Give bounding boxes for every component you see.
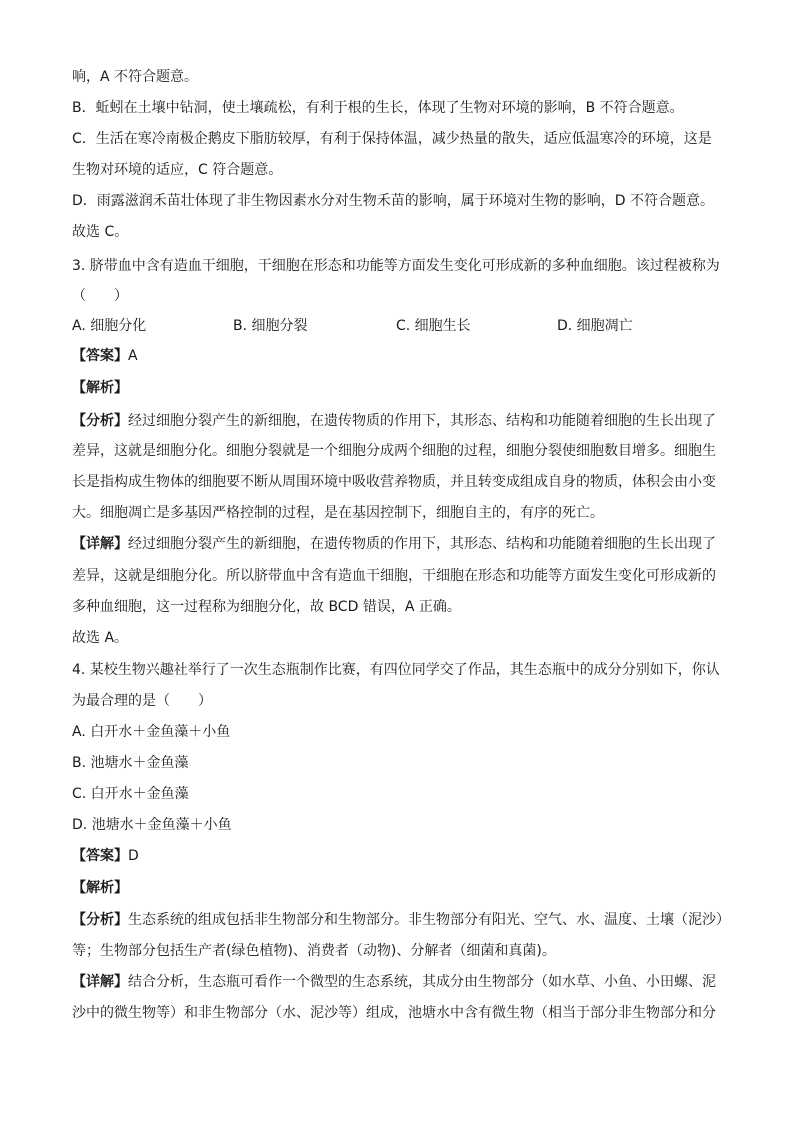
analysis-tag: 【解析】 [72, 380, 128, 396]
text-line: B．蚯蚓在土壤中钻洞，使土壤疏松，有利于根的生长，体现了生物对环境的影响，B 不符合题意。 [72, 100, 684, 116]
text-line: 差异，这就是细胞分化。细胞分裂就是一个细胞分成两个细胞的过程，细胞分裂使细胞数目增多。细胞生 [72, 443, 716, 459]
text-line: 沙中的微生物等）和非生物部分（水、泥沙等）组成，池塘水中含有微生物（相当于部分非生物部分和分 [72, 1005, 716, 1021]
option-a: A. 细胞分化 [72, 318, 147, 334]
detail-tag: 【详解】 [72, 974, 128, 990]
analysis-text: 经过细胞分裂产生的新细胞，在遗传物质的作用下，其形态、结构和功能随着细胞的生长出现了 [128, 413, 716, 429]
text-line: D．雨露滋润禾苗壮体现了非生物因素水分对生物禾苗的影响，属于环境对生物的影响，D 不符合题意。 [72, 193, 715, 209]
text-line: 长是指构成生物体的细胞要不断从周围环境中吸收营养物质，并且转变成组成自身的物质，体积会由小变 [72, 474, 716, 490]
analysis-line [72, 411, 722, 431]
text-line: C．生活在寒冷南极企鹅皮下脂肪较厚，有利于保持体温，减少热量的散失，适应低温寒冷的环境，这是 [72, 131, 712, 147]
question-3-blank: （ ） [72, 288, 128, 304]
answer-line [72, 846, 722, 866]
question-3-stem: 3. 脐带血中含有造血干细胞，干细胞在形态和功能等方面发生变化可形成新的多种血细胞。该过程被称为 [72, 258, 720, 274]
question-4-stem-cont: 为最合理的是（ ） [72, 693, 212, 709]
answer-tag: 【答案】 [72, 348, 128, 364]
option-b: B. 池塘水＋金鱼藻 [72, 755, 189, 771]
detail-line [72, 534, 722, 554]
detail-text: 结合分析，生态瓶可看作一个微型的生态系统，其成分由生物部分（如水草、小鱼、小田螺、泥 [128, 974, 716, 990]
option-d: D. 细胞凋亡 [557, 318, 633, 334]
option-c: C. 白开水＋金鱼藻 [72, 786, 189, 802]
text-line: 多种血细胞，这一过程称为细胞分化，故 BCD 错误，A 正确。 [72, 599, 461, 615]
text-line: 生物对环境的适应，C 符合题意。 [72, 162, 283, 178]
answer-line [72, 346, 722, 366]
analysis-sub-tag: 【分析】 [72, 413, 128, 429]
analysis-heading [72, 878, 722, 898]
text-line: 大。细胞凋亡是多基因严格控制的过程，是在基因控制下，细胞自主的，有序的死亡。 [72, 505, 604, 521]
analysis-sub-tag: 【分析】 [72, 912, 128, 928]
answer-value: D [128, 848, 139, 864]
option-c: C. 细胞生长 [396, 318, 471, 334]
text-line: 响，A 不符合题意。 [72, 69, 199, 85]
text-line: 故选 C。 [72, 224, 129, 240]
answer-value: A [128, 348, 138, 364]
detail-tag: 【详解】 [72, 536, 128, 552]
question-4-stem: 4. 某校生物兴趣社举行了一次生态瓶制作比赛，有四位同学交了作品，其生态瓶中的成分分别如下，你认 [72, 662, 720, 678]
analysis-tag: 【解析】 [72, 880, 128, 896]
text-line: 差异，这就是细胞分化。所以脐带血中含有造血干细胞，干细胞在形态和功能等方面发生变化可形成新的 [72, 568, 716, 584]
option-d: D. 池塘水＋金鱼藻＋小鱼 [72, 817, 232, 833]
text-line: 等；生物部分包括生产者(绿色植物)、消费者（动物)、分解者（细菌和真菌)。 [72, 943, 556, 959]
answer-tag: 【答案】 [72, 848, 128, 864]
text-line: 故选 A。 [72, 630, 129, 646]
analysis-text: 生态系统的组成包括非生物部分和生物部分。非生物部分有阳光、空气、水、温度、土壤（泥沙） [128, 912, 730, 928]
analysis-heading [72, 378, 722, 398]
option-a: A. 白开水＋金鱼藻＋小鱼 [72, 724, 231, 740]
analysis-line [72, 910, 730, 930]
detail-text: 经过细胞分裂产生的新细胞，在遗传物质的作用下，其形态、结构和功能随着细胞的生长出现了 [128, 536, 716, 552]
option-b: B. 细胞分裂 [233, 318, 308, 334]
detail-line [72, 972, 722, 992]
